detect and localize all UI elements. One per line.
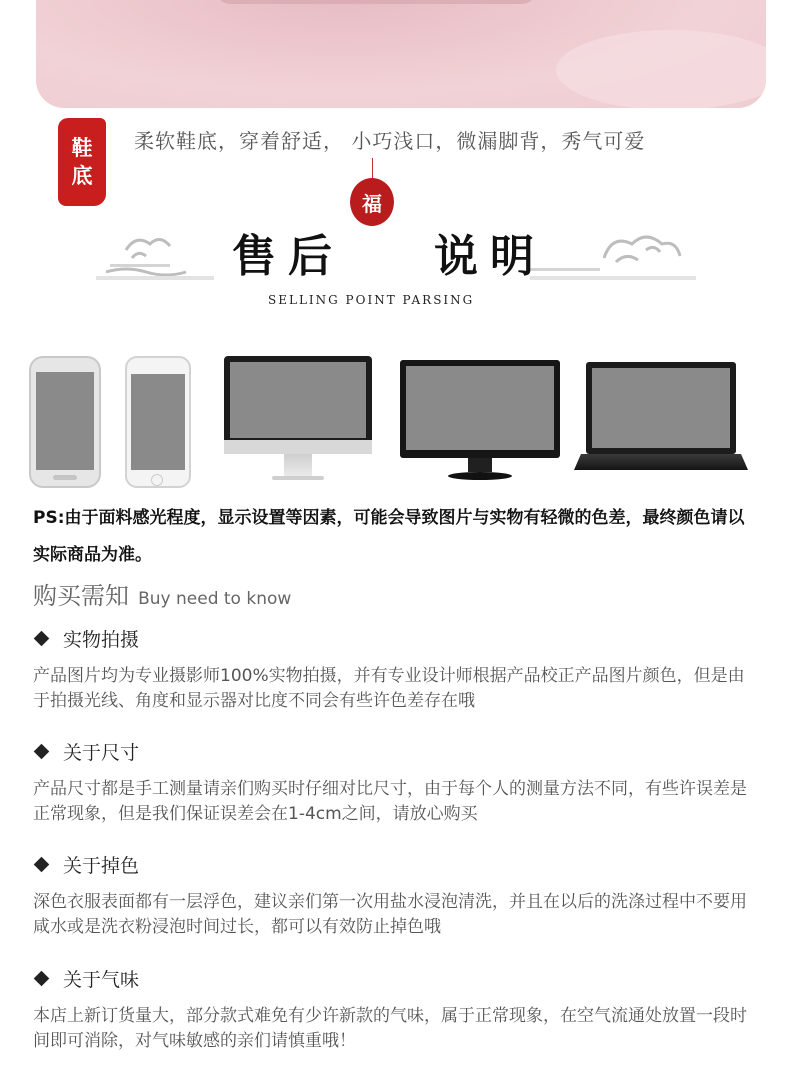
section-photography bbox=[33, 625, 753, 714]
seal-char-2: 底 bbox=[71, 163, 93, 188]
section-heading-row bbox=[33, 965, 753, 992]
shoe-edge bbox=[216, 0, 536, 4]
diamond-bullet-icon bbox=[34, 971, 50, 987]
section-size bbox=[33, 738, 753, 827]
product-photo-bottom bbox=[36, 0, 766, 108]
iphone-icon bbox=[125, 356, 191, 488]
section-heading-row bbox=[33, 738, 753, 765]
sole-intro-text: 柔软鞋底，穿着舒适， 小巧浅口，微漏脚背，秀气可爱 bbox=[134, 129, 646, 153]
photo-sheen bbox=[556, 30, 766, 108]
buy-notice-title-cn: 购买需知 bbox=[33, 582, 129, 610]
cloud-right-icon bbox=[530, 228, 696, 288]
section-heading: 关于掉色 bbox=[63, 855, 140, 877]
section-body: 深色衣服表面都有一层浮色，建议亲们第一次用盐水浸泡清洗，并且在以后的洗涤过程中不要用咸水或是洗衣粉浸泡时间过长，都可以有效防止掉色哦 bbox=[33, 892, 747, 937]
diamond-bullet-icon bbox=[34, 744, 50, 760]
buy-notice-title bbox=[33, 576, 291, 611]
after-sales-subtitle: SELLING POINT PARSING bbox=[268, 293, 475, 307]
section-body: 产品图片均为专业摄影师100%实物拍摄，并有专业设计师根据产品校正产品图片颜色，但是由于拍摄光线、角度和显示器对比度不同会有些许色差存在哦 bbox=[33, 666, 745, 711]
lenovo-laptop-icon bbox=[574, 362, 748, 476]
section-odor bbox=[33, 965, 753, 1054]
fu-lantern-icon: 福 bbox=[350, 178, 394, 226]
after-sales-title-left: 售后 bbox=[232, 231, 344, 282]
buy-notice-title-en: Buy need to know bbox=[138, 589, 292, 609]
device-row bbox=[0, 350, 790, 490]
samsung-phone-icon bbox=[29, 356, 101, 488]
imac-icon bbox=[224, 356, 372, 484]
diamond-bullet-icon bbox=[34, 631, 50, 647]
cloud-left-icon bbox=[96, 228, 214, 288]
section-body: 产品尺寸都是手工测量请亲们购买时仔细对比尺寸，由于每个人的测量方法不同，有些许误差是正常现象，但是我们保证误差会在1-4cm之间，请放心购买 bbox=[33, 779, 747, 824]
lenovo-monitor-icon bbox=[400, 360, 560, 484]
sole-seal-stamp bbox=[58, 118, 106, 206]
section-heading: 关于气味 bbox=[63, 969, 140, 991]
section-heading: 关于尺寸 bbox=[63, 742, 140, 764]
section-heading-row bbox=[33, 625, 753, 652]
section-fading bbox=[33, 851, 753, 940]
after-sales-title-right: 说明 bbox=[434, 231, 546, 282]
diamond-bullet-icon bbox=[34, 857, 50, 873]
lantern-string bbox=[372, 158, 373, 180]
section-heading-row bbox=[33, 851, 753, 878]
seal-char-1: 鞋 bbox=[71, 135, 93, 160]
color-difference-note: PS:由于面料感光程度，显示设置等因素，可能会导致图片与实物有轻微的色差，最终颜色请以实际商品为准。 bbox=[33, 508, 745, 565]
section-body: 本店上新订货量大，部分款式难免有少许新款的气味，属于正常现象，在空气流通处放置一段时间即可消除，对气味敏感的亲们请慎重哦！ bbox=[33, 1006, 747, 1051]
section-heading: 实物拍摄 bbox=[63, 629, 140, 651]
